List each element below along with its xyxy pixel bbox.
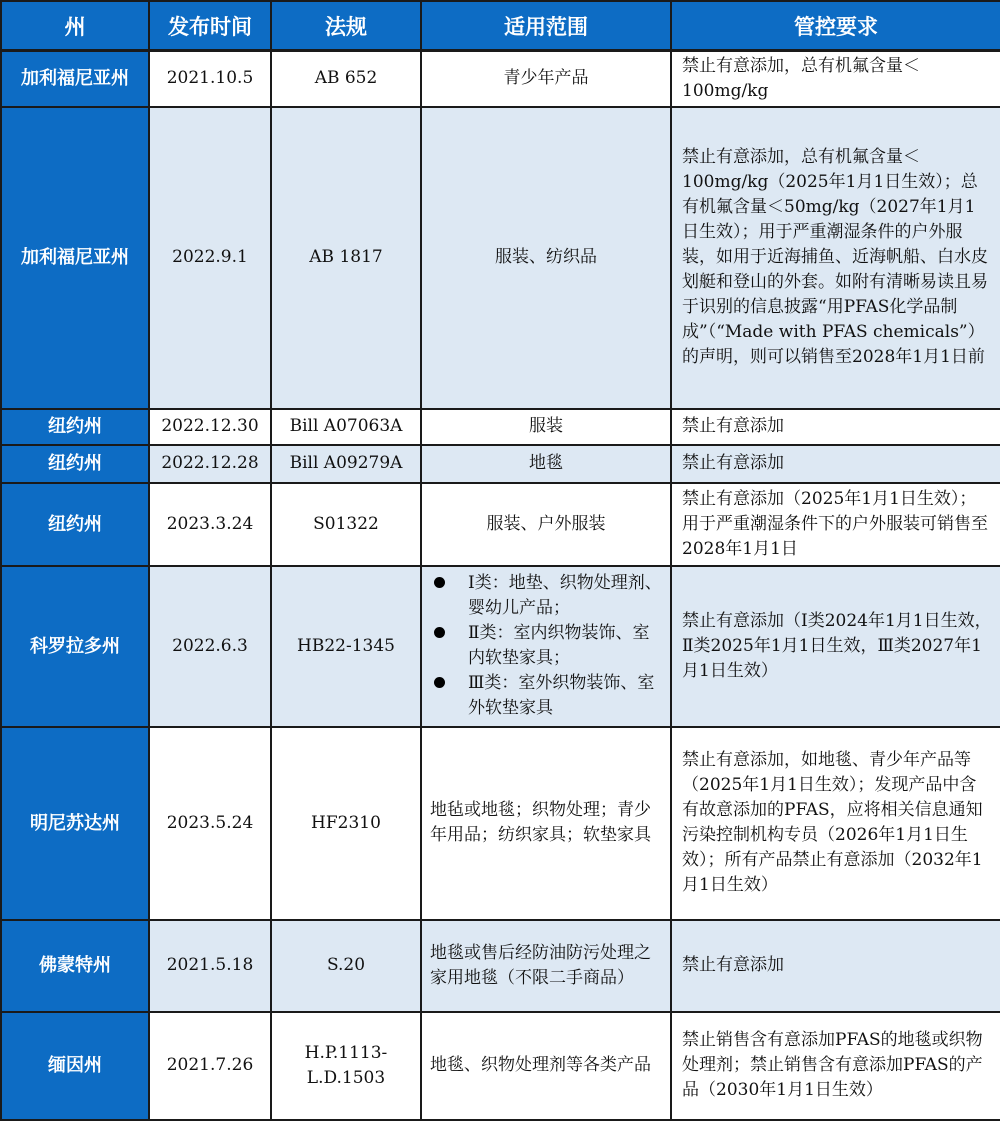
date-cell: 2022.6.3	[149, 566, 271, 727]
date-cell: 2022.9.1	[149, 107, 271, 409]
state-cell: 加利福尼亚州	[1, 107, 149, 409]
law-cell: AB 1817	[271, 107, 421, 409]
category-text: Ⅲ类：室外织物装饰、室外软垫家具	[468, 673, 655, 718]
header-requirement: 管控要求	[671, 1, 1000, 51]
table-row	[1, 1012, 1000, 1120]
scope-cell: 地毯	[421, 445, 671, 483]
state-cell: 纽约州	[1, 409, 149, 445]
law-cell: H.P.1113-L.D.1503	[271, 1012, 421, 1120]
bullet-icon	[434, 627, 445, 638]
state-cell: 加利福尼亚州	[1, 51, 149, 107]
list-item	[430, 671, 662, 721]
table-row	[1, 483, 1000, 566]
state-cell: 纽约州	[1, 445, 149, 483]
category-list	[430, 571, 662, 721]
table-row	[1, 409, 1000, 445]
table-row	[1, 727, 1000, 920]
date-cell: 2021.7.26	[149, 1012, 271, 1120]
requirement-cell: 禁止有意添加，如地毯、青少年产品等（2025年1月1日生效）；发现产品中含有故意添加的PFAS，应将相关信息通知污染控制机构专员（2026年1月1日生效）；所有产品禁止有意添加（2032年1月1日生效）	[671, 727, 1000, 920]
requirement-cell: 禁止有意添加	[671, 920, 1000, 1012]
table-row	[1, 107, 1000, 409]
scope-cell: 青少年产品	[421, 51, 671, 107]
bullet-icon	[434, 577, 445, 588]
date-cell: 2021.5.18	[149, 920, 271, 1012]
header-scope: 适用范围	[421, 1, 671, 51]
law-cell: S.20	[271, 920, 421, 1012]
table-row	[1, 920, 1000, 1012]
scope-cell: 服装、户外服装	[421, 483, 671, 566]
table-row	[1, 445, 1000, 483]
state-cell: 纽约州	[1, 483, 149, 566]
bullet-icon	[434, 677, 445, 688]
state-cell: 佛蒙特州	[1, 920, 149, 1012]
state-cell: 明尼苏达州	[1, 727, 149, 920]
requirement-cell: 禁止有意添加，总有机氟含量＜100mg/kg（2025年1月1日生效）；总有机氟含量＜50mg/kg（2027年1月1日生效）；用于严重潮湿条件的户外服装，如用于近海捕鱼、近海帆船、白水皮划艇和登山的外套。如附有清晰易读且易于识别的信息披露“用PFAS化学品制成”（“Made with PFAS chemicals”）的声明，则可以销售至2028年1月1日前	[671, 107, 1000, 409]
law-cell: S01322	[271, 483, 421, 566]
date-cell: 2022.12.30	[149, 409, 271, 445]
law-cell: Bill A07063A	[271, 409, 421, 445]
state-cell: 缅因州	[1, 1012, 149, 1120]
state-cell: 科罗拉多州	[1, 566, 149, 727]
scope-cell: 地毯或售后经防油防污处理之家用地毯（不限二手商品）	[421, 920, 671, 1012]
date-cell: 2023.5.24	[149, 727, 271, 920]
scope-cell	[421, 566, 671, 727]
requirement-cell: 禁止有意添加（Ⅰ类2024年1月1日生效，Ⅱ类2025年1月1日生效，Ⅲ类2027年1月1日生效）	[671, 566, 1000, 727]
category-text: Ⅰ类：地垫、织物处理剂、婴幼儿产品；	[468, 573, 662, 618]
list-item	[430, 571, 662, 621]
category-text: Ⅱ类：室内织物装饰、室内软垫家具；	[468, 623, 650, 668]
scope-cell: 地毯、织物处理剂等各类产品	[421, 1012, 671, 1120]
requirement-cell: 禁止有意添加（2025年1月1日生效）；用于严重潮湿条件下的户外服装可销售至2028年1月1日	[671, 483, 1000, 566]
scope-cell: 服装	[421, 409, 671, 445]
law-cell: AB 652	[271, 51, 421, 107]
header-date: 发布时间	[149, 1, 271, 51]
law-cell: HF2310	[271, 727, 421, 920]
list-item	[430, 621, 662, 671]
header-law: 法规	[271, 1, 421, 51]
table-row	[1, 51, 1000, 107]
table-row	[1, 566, 1000, 727]
law-cell: HB22-1345	[271, 566, 421, 727]
header-row	[1, 1, 1000, 51]
date-cell: 2022.12.28	[149, 445, 271, 483]
law-cell: Bill A09279A	[271, 445, 421, 483]
date-cell: 2021.10.5	[149, 51, 271, 107]
requirement-cell: 禁止有意添加，总有机氟含量＜100mg/kg	[671, 51, 1000, 107]
requirement-cell: 禁止销售含有意添加PFAS的地毯或织物处理剂；禁止销售含有意添加PFAS的产品（2030年1月1日生效）	[671, 1012, 1000, 1120]
header-state: 州	[1, 1, 149, 51]
scope-cell: 地毡或地毯；织物处理；青少年用品；纺织家具；软垫家具	[421, 727, 671, 920]
date-cell: 2023.3.24	[149, 483, 271, 566]
requirement-cell: 禁止有意添加	[671, 409, 1000, 445]
requirement-cell: 禁止有意添加	[671, 445, 1000, 483]
scope-cell: 服装、纺织品	[421, 107, 671, 409]
